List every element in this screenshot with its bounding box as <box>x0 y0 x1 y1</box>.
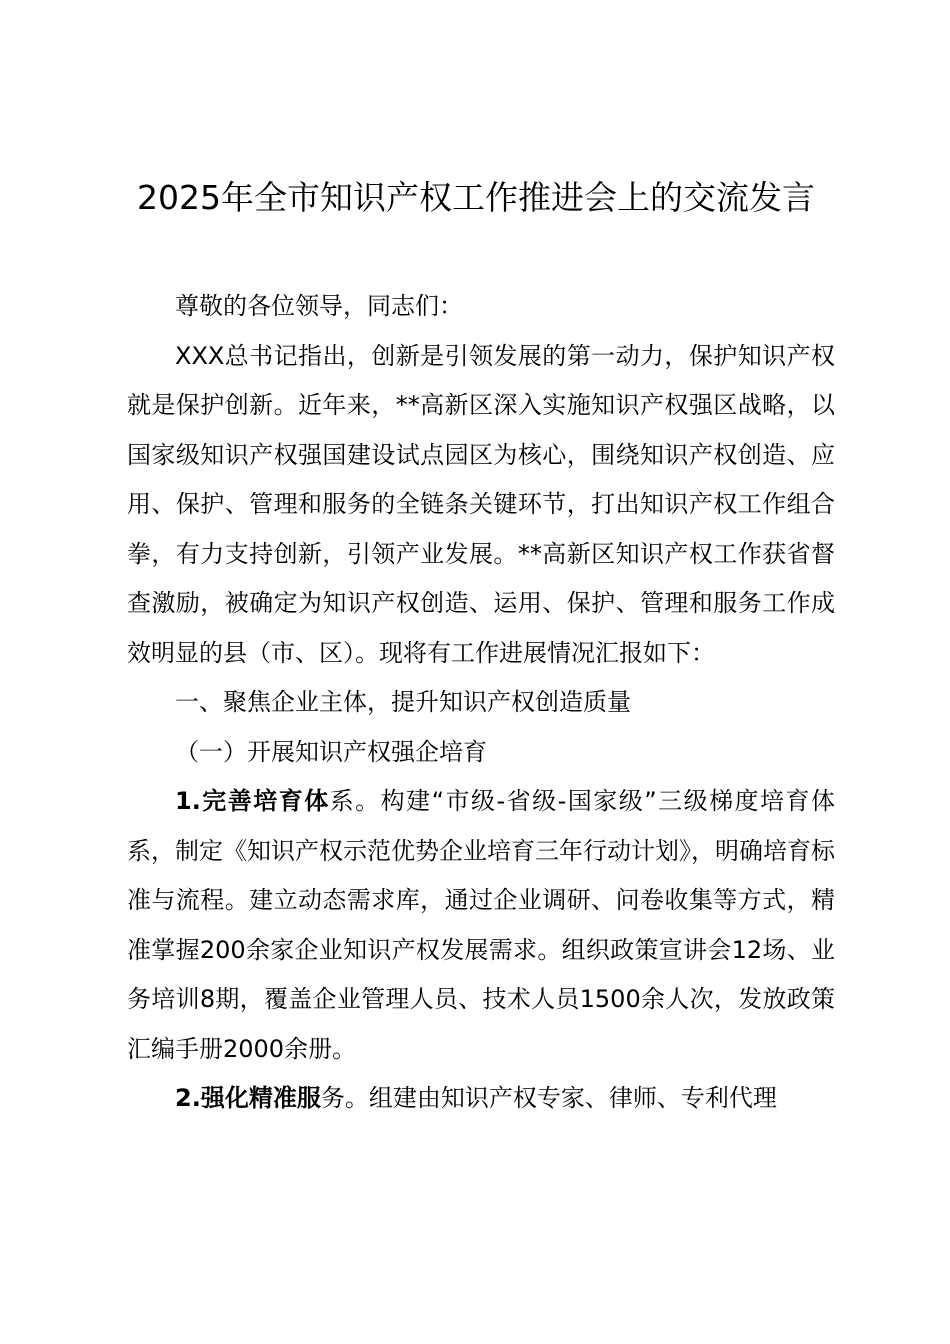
salutation: 尊敬的各位领导，同志们： <box>175 292 463 320</box>
item-2-paragraph <box>127 1074 835 1124</box>
item-1-text: 系。构建“市级-省级-国家级”三级梯度培育体系，制定《知识产权示范优势企业培育三年行动计划》，明确培育标准与流程。建立动态需求库，通过企业调研、问卷收集等方式，精准掌握200余家企业知识产权发展需求。组织政策宣讲会12场、业务培训8期，覆盖企业管理人员、技术人员1500余人次，发放政策汇编手册2000余册。 <box>127 787 835 1063</box>
item-2-heading: 2.强化精准服 <box>175 1084 321 1112</box>
item-2-text: 务。组建由知识产权专家、律师、专利代理 <box>320 1084 777 1112</box>
item-1-paragraph <box>127 777 835 1074</box>
item-1-heading: 1.完善培育体 <box>175 787 330 815</box>
section-heading-1: 一、聚焦企业主体，提升知识产权创造质量 <box>175 688 631 716</box>
intro-paragraph: XXX总书记指出，创新是引领发展的第一动力，保护知识产权就是保护创新。近年来，**高新区深入实施知识产权强区战略，以国家级知识产权强国建设试点园区为核心，围绕知识产权创造、应用、保护、管理和服务的全链条关键环节，打出知识产权工作组合拳，有力支持创新，引领产业发展。**高新区知识产权工作获省督查激励，被确定为知识产权创造、运用、保护、管理和服务工作成效明显的县（市、区）。现将有工作进展情况汇报如下： <box>127 341 835 667</box>
document-body <box>127 282 835 1124</box>
document-title: 2025年全市知识产权工作推进会上的交流发言 <box>137 178 815 217</box>
subsection-heading-1: （一）开展知识产权强企培育 <box>175 737 487 766</box>
